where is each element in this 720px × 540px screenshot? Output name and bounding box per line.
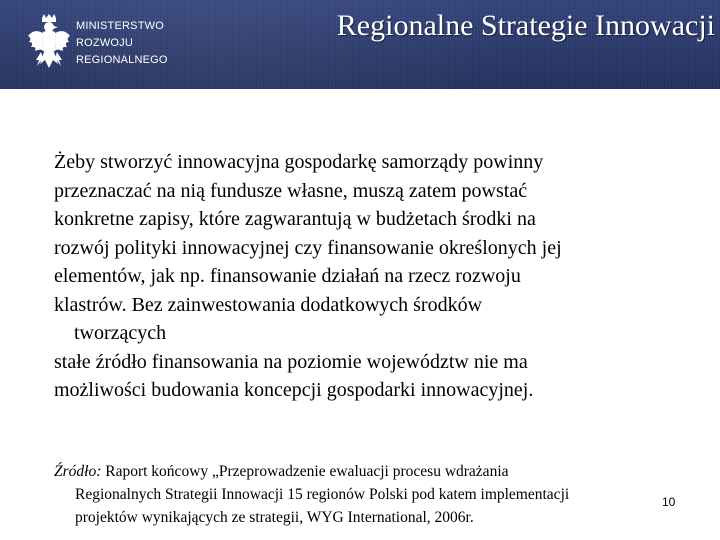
body-line-4: rozwój polityki innowacyjnej czy finansowanie określonych jej: [54, 236, 562, 259]
white-eagle-emblem-icon: [26, 14, 72, 76]
ministry-name-line-1: MINISTERSTWO: [76, 20, 164, 32]
body-line-5: elementów, jak np. finansowanie działań na rzecz rozwoju: [54, 265, 521, 287]
source-line-2: Regionalnych Strategii Innowacji 15 regionów Polski pod katem implementacji: [75, 486, 570, 503]
source-label: Źródło:: [54, 463, 102, 480]
ministry-name: [76, 18, 168, 69]
ministry-name-line-2: ROZWOJU: [76, 37, 134, 49]
body-line-6: klastrów. Bez zainwestowania dodatkowych środków: [54, 293, 483, 316]
header-banner: [0, 0, 720, 89]
ministry-name-line-3: REGIONALNEGO: [76, 54, 168, 66]
source-first-line: Raport końcowy „Przeprowadzenie ewaluacji procesu wdrażania: [101, 463, 509, 480]
body-line-3: konkretne zapisy, które zagwarantują w budżetach środki na: [54, 208, 536, 230]
body-line-1: Żeby stworzyć innowacyjna gospodarkę samorządy powinny: [54, 151, 544, 173]
body-line-2: przeznaczać na nią fundusze własne, muszą zatem powstać: [54, 179, 528, 202]
page-number: 10: [662, 495, 676, 509]
slide-title: Regionalne Strategie Innowacji: [336, 9, 715, 42]
source-line-1: [54, 460, 664, 483]
ministry-logo: [22, 12, 172, 78]
source-line-3: projektów wynikających ze strategii, WYG International, 2006r.: [75, 509, 474, 526]
body-line-9: możliwości budowania koncepcji gospodarki innowacyjnej.: [54, 379, 534, 401]
body-line-7: tworzących: [74, 322, 167, 344]
body-line-8: stałe źródło finansowania na poziomie województw nie ma: [54, 350, 528, 373]
source-citation: [54, 460, 664, 529]
main-paragraph: [54, 148, 694, 405]
